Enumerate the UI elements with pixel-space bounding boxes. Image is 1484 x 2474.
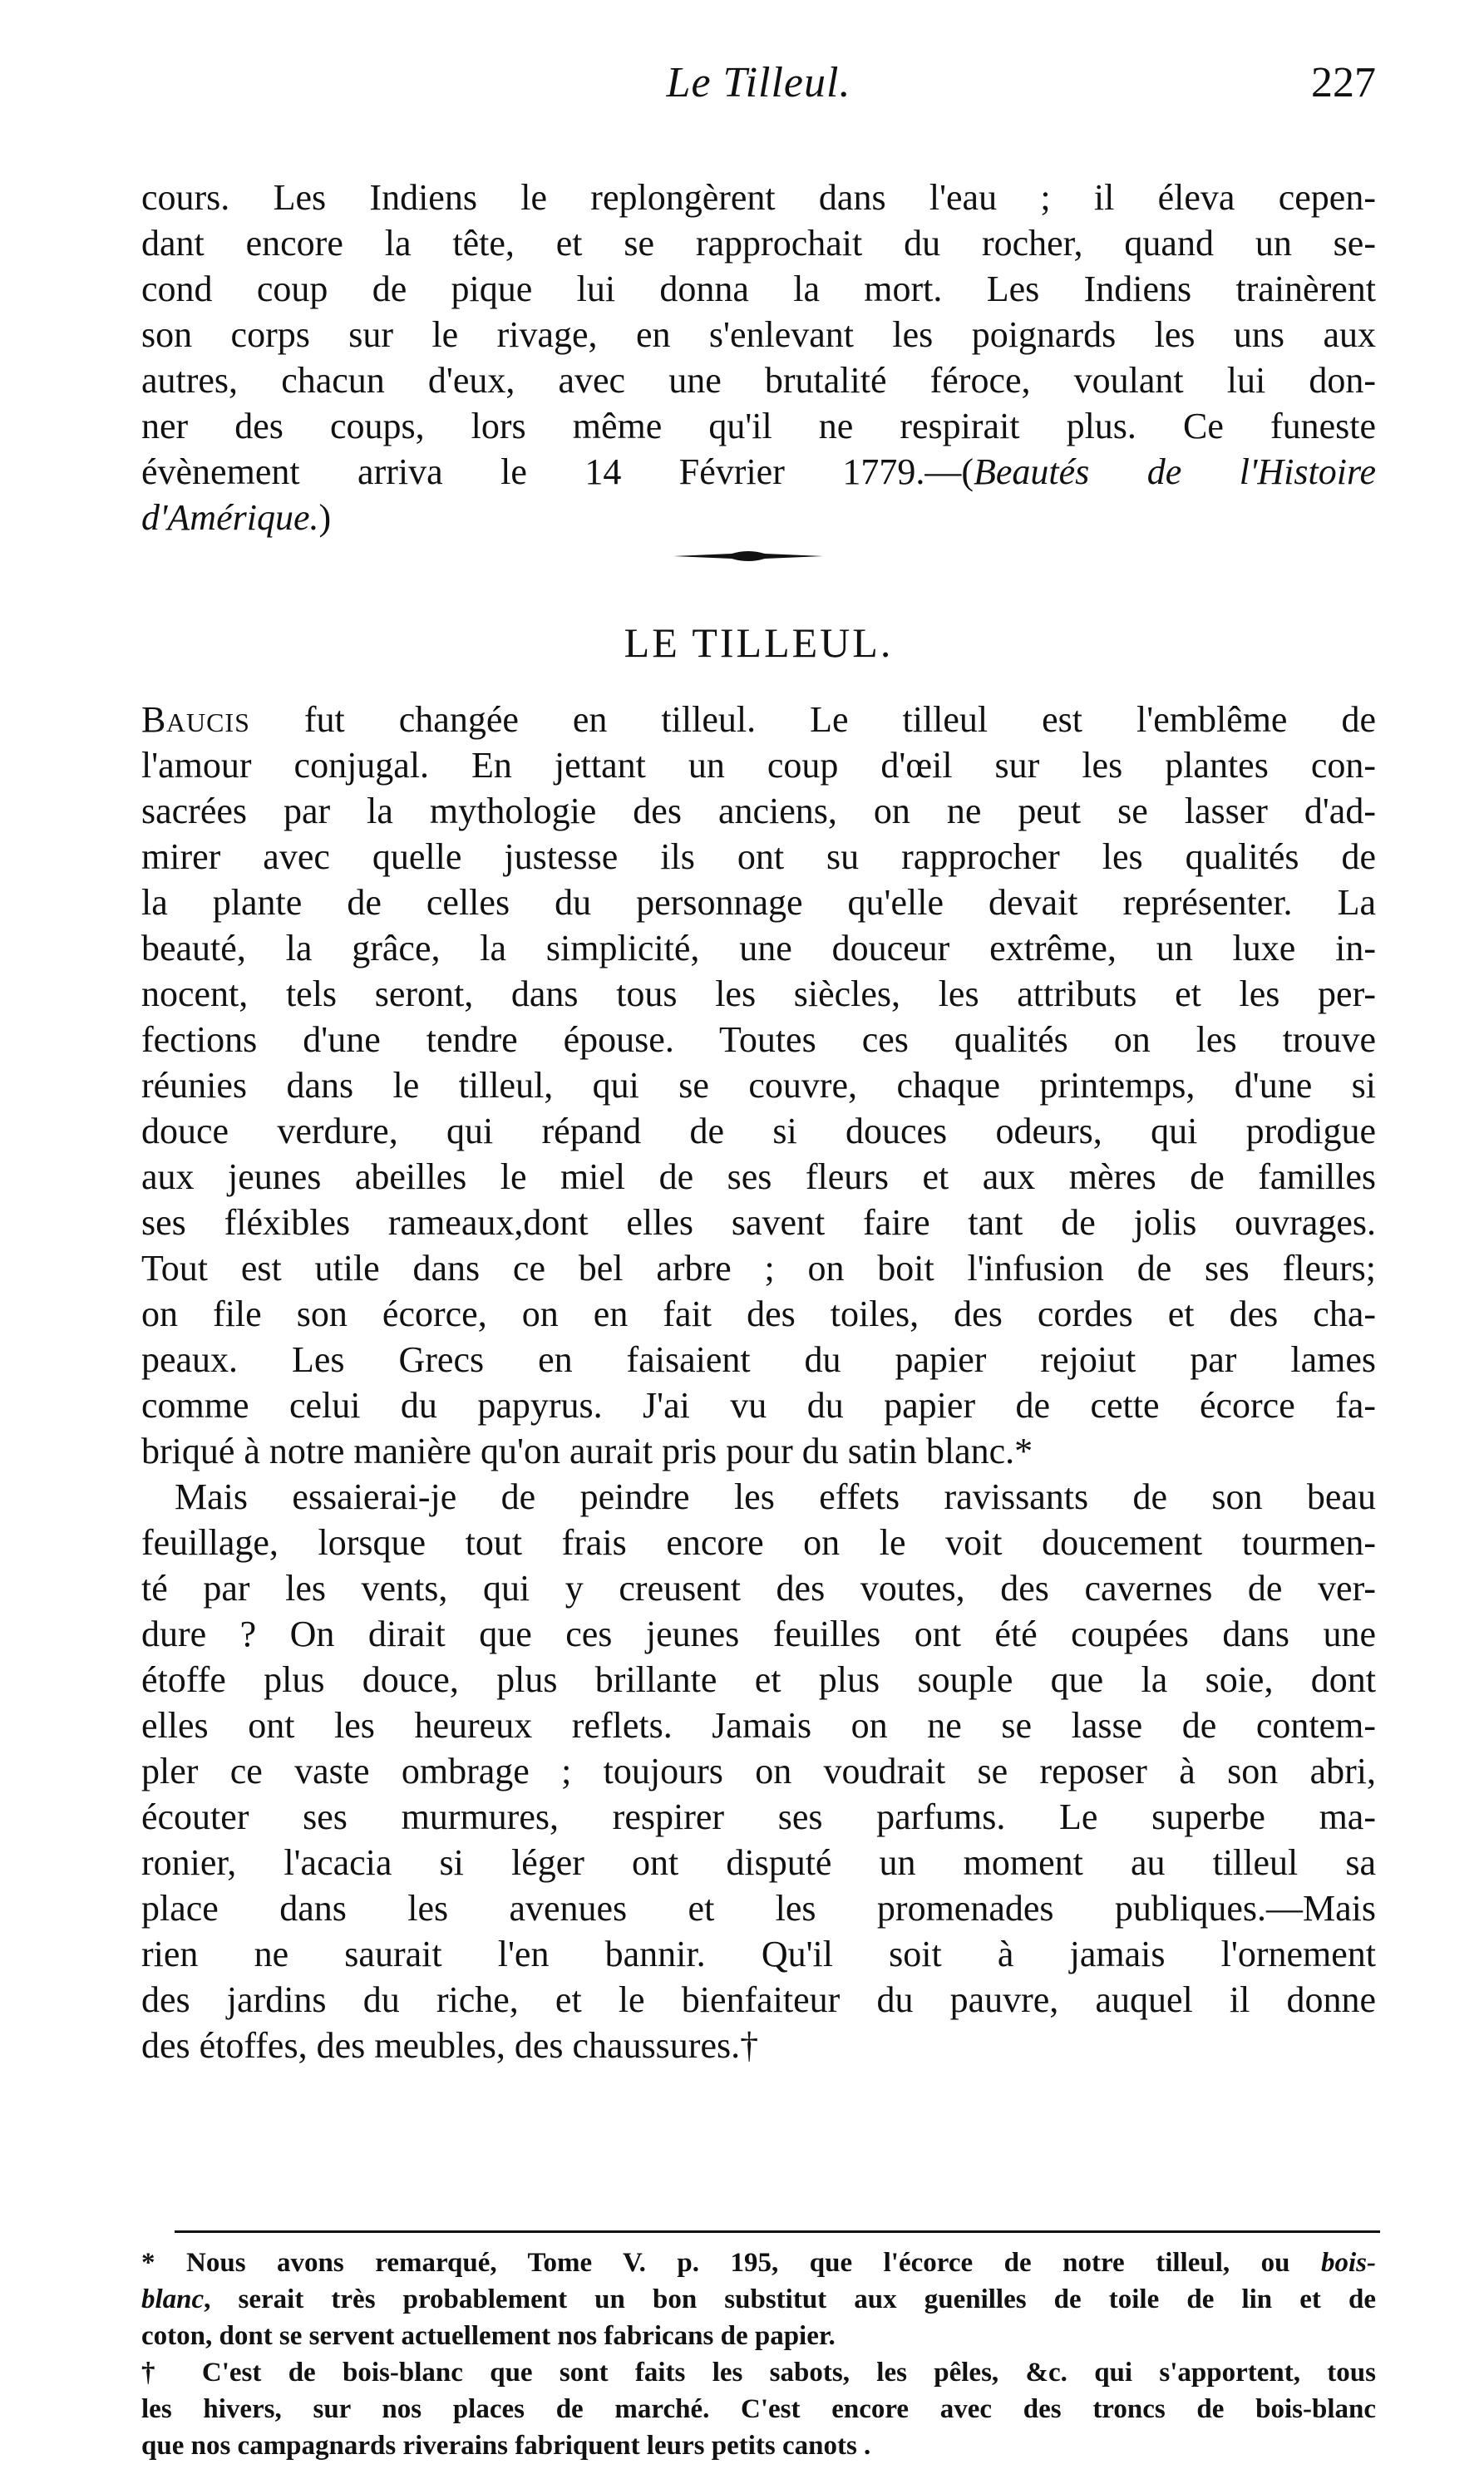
footnote-line: que nos campagnards riverains fabriquent leurs petits canots . (141, 2431, 871, 2461)
text-line (141, 449, 1376, 495)
text-line: peaux. Les Grecs en faisaient du papier rejoiut par lames (141, 1339, 1376, 1380)
text-line: fections d'une tendre épouse. Toutes ces qualités on les trouve (141, 1019, 1376, 1060)
text-line: écouter ses murmures, respirer ses parfums. Le superbe ma- (141, 1796, 1376, 1837)
text-line: ronier, l'acacia si léger ont disputé un moment au tilleul sa (141, 1842, 1376, 1883)
text-line: beauté, la grâce, la simplicité, une douceur extrême, un luxe in- (141, 928, 1376, 968)
text-line: ses fléxibles rameaux,dont elles savent faire tant de jolis ouvrages. (141, 1202, 1376, 1243)
text-line: la plante de celles du personnage qu'elle devait représenter. La (141, 882, 1376, 923)
small-caps-word: AUCIS (165, 707, 250, 737)
text-line: cours. Les Indiens le replongèrent dans l'eau ; il éleva cepen- (141, 177, 1376, 218)
text-line: aux jeunes abeilles le miel de ses fleurs et aux mères de familles (141, 1156, 1376, 1197)
italic-term: bois- (1321, 2248, 1376, 2278)
page-number: 227 (1311, 59, 1376, 106)
text-line: briqué à notre manière qu'on aurait pris pour du satin blanc.* (141, 1431, 1033, 1471)
section-body (141, 697, 1376, 2068)
section-ornament (673, 549, 823, 564)
running-title: Le Tilleul. (666, 59, 851, 106)
text-line: Tout est utile dans ce bel arbre ; on boit l'infusion de ses fleurs; (141, 1248, 1376, 1289)
running-head (141, 58, 1376, 133)
text-line (141, 495, 1376, 540)
section-heading: LE TILLEUL. (624, 619, 894, 666)
footnote-line: coton, dont se servent actuellement nos fabricans de papier. (141, 2321, 836, 2351)
text-line: des jardins du riche, et le bienfaiteur du pauvre, auquel il donne (141, 1979, 1376, 2020)
footnotes (141, 2245, 1376, 2464)
text-span: évènement arriva le 14 Février 1779.—( (141, 451, 974, 492)
text-line: étoffe plus douce, plus brillante et plus souple que la soie, dont (141, 1659, 1376, 1700)
text-line: douce verdure, qui répand de si douces odeurs, qui prodigue (141, 1111, 1376, 1151)
text-span: ) (318, 497, 332, 538)
text-line: Mais essaierai-je de peindre les effets ravissants de son beau (175, 1476, 1376, 1517)
text-line: rien ne saurait l'en bannir. Qu'il soit à jamais l'ornement (141, 1934, 1376, 1974)
text-line: té par les vents, qui y creusent des voutes, des cavernes de ver- (141, 1568, 1376, 1609)
drop-letter: B (141, 699, 166, 740)
text-line: son corps sur le rivage, en s'enlevant les poignards les uns aux (141, 314, 1376, 355)
footnote-line: les hivers, sur nos places de marché. C'est encore avec des troncs de bois-blanc (141, 2394, 1376, 2424)
text-line: place dans les avenues et les promenades publiques.—Mais (141, 1888, 1376, 1929)
continuation-paragraph (141, 175, 1376, 540)
italic-term: blanc (141, 2284, 205, 2314)
text-line: nocent, tels seront, dans tous les siècles, les attributs et les per- (141, 973, 1376, 1014)
text-line: dure ? On dirait que ces jeunes feuilles ont été coupées dans une (141, 1614, 1376, 1654)
text-line: mirer avec quelle justesse ils ont su rapprocher les qualités de (141, 836, 1376, 877)
text-line: on file son écorce, on en fait des toiles, des cordes et des cha- (141, 1294, 1376, 1334)
text-line: ner des coups, lors même qu'il ne respirait plus. Ce funeste (141, 406, 1376, 446)
footnote-line: † C'est de bois-blanc que sont faits les sabots, les pêles, &c. qui s'apportent, tous (141, 2358, 1376, 2388)
text-line: cond coup de pique lui donna la mort. Les Indiens trainèrent (141, 269, 1376, 309)
text-line: réunies dans le tilleul, qui se couvre, chaque printemps, d'une si (141, 1065, 1376, 1106)
footnote-line (141, 2281, 1376, 2318)
text-line: des étoffes, des meubles, des chaussures.† (141, 2025, 759, 2066)
text-line: l'amour conjugal. En jettant un coup d'œil sur les plantes con- (141, 745, 1376, 786)
text-span: * Nous avons remarqué, Tome V. p. 195, que l'écorce de notre tilleul, ou (141, 2248, 1321, 2278)
source-citation: Beautés de l'Histoire (974, 451, 1376, 492)
text-span: , serait très probablement un bon substitut aux guenilles de toile de lin et de (204, 2284, 1376, 2314)
text-line: comme celui du papyrus. J'ai vu du papier de cette écorce fa- (141, 1385, 1376, 1426)
text-line: autres, chacun d'eux, avec une brutalité féroce, voulant lui don- (141, 360, 1376, 401)
source-citation-cont: d'Amérique. (141, 497, 319, 538)
text-line: sacrées par la mythologie des anciens, on ne peut se lasser d'ad- (141, 791, 1376, 831)
text-span: fut changée en tilleul. Le tilleul est l'emblême de (249, 699, 1376, 740)
text-line (141, 697, 1376, 742)
text-line: pler ce vaste ombrage ; toujours on voudrait se reposer à son abri, (141, 1751, 1376, 1791)
footnote-rule (175, 2230, 1380, 2233)
text-line: feuillage, lorsque tout frais encore on le voit doucement tourmen- (141, 1522, 1376, 1563)
text-line: elles ont les heureux reflets. Jamais on ne se lasse de contem- (141, 1705, 1376, 1746)
text-line: dant encore la tête, et se rapprochait du rocher, quand un se- (141, 223, 1376, 264)
footnote-line (141, 2245, 1376, 2281)
